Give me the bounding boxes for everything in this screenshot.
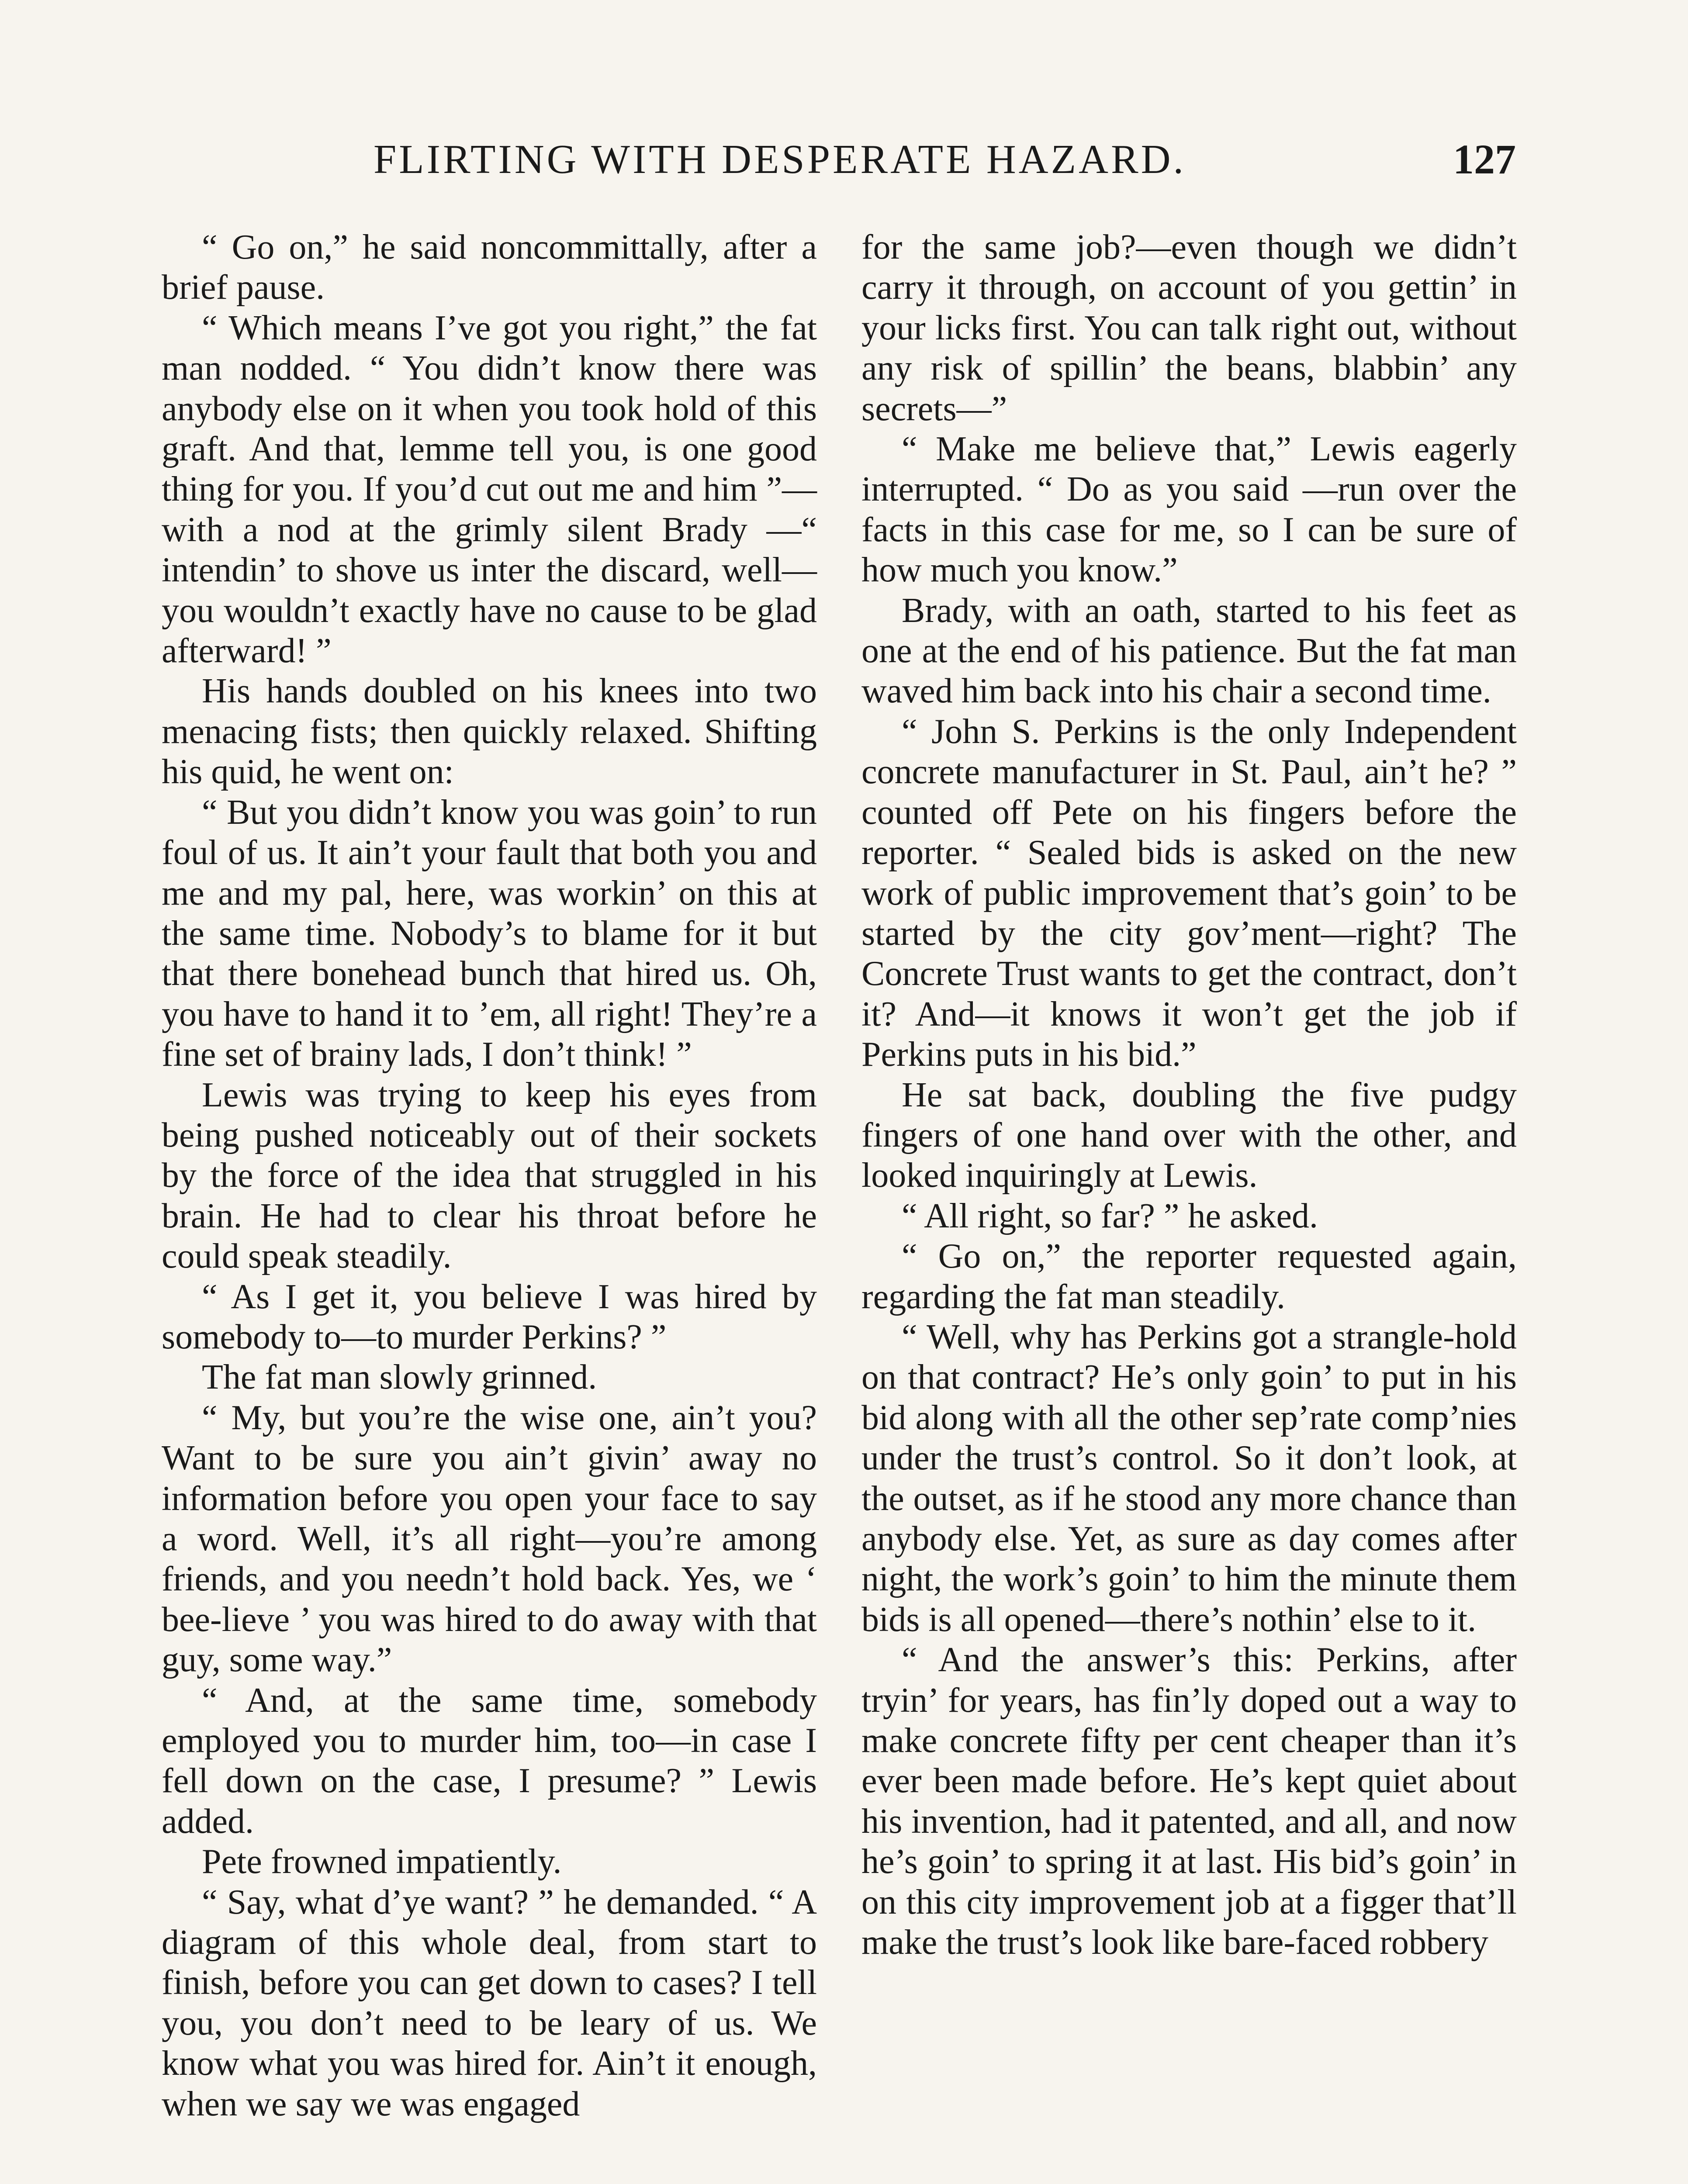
paragraph: “ All right, so far? ” he asked. — [902, 1196, 1318, 1235]
left-column — [162, 227, 817, 2124]
paragraph: “ But you didn’t know you was goin’ to run foul of us. It ain’t your fault that both you and me and my pal, here, was workin’ on this at the same time. Nobody’s to blame for it but that there bonehead bunch that hired us. Oh, you have to hand it to ’em, all right! They’re a fine set of brainy lads, I don’t think! ” — [162, 793, 817, 1074]
page-number: 127 — [1453, 136, 1516, 183]
paragraph: Pete frowned impatiently. — [202, 1842, 562, 1881]
paragraph: “ Go on,” the reporter requested again, regarding the fat man steadily. — [861, 1237, 1517, 1316]
paragraph: “ As I get it, you believe I was hired by somebody to—to murder Perkins? ” — [162, 1277, 817, 1356]
paragraph: “ Which means I’ve got you right,” the fat man nodded. “ You didn’t know there was anybody else on it when you took hold of this graft. And that, lemme tell you, is one good thing for you. If you’d cut out me and him ”—with a nod at the grimly silent Brady —“ intendin’ to shove us inter the discard, well—you wouldn’t exactly have no cause to be glad afterward! ” — [162, 308, 817, 670]
paragraph: “ And the answer’s this: Perkins, after tryin’ for years, has fin’ly doped out a way to make concrete fifty per cent cheaper than it’s ever been made before. He’s kept quiet about his invention, had it patented, and all, and now he’s goin’ to spring it at last. His bid’s goin’ in on this city improvement job at a figger that’ll make the trust’s look like bare-faced robbery — [861, 1641, 1517, 1962]
running-head — [157, 131, 1516, 188]
paragraph: He sat back, doubling the five pudgy fingers of one hand over with the other, and looked inquiringly at Lewis. — [861, 1075, 1517, 1195]
paragraph: The fat man slowly grinned. — [202, 1358, 597, 1397]
paragraph: “ John S. Perkins is the only Independent concrete manufacturer in St. Paul, ain’t he? ” counted off Pete on his fingers before the reporter. “ Sealed bids is asked on the new work of public improvement that’s goin’ to be started by the city gov’ment—right? The Concrete Trust wants to get the contract, don’t it? And—it knows it won’t get the job if Perkins puts in his bid.” — [861, 712, 1517, 1074]
paragraph: for the same job?—even though we didn’t carry it through, on account of you gettin’ in your licks first. You can talk right out, without any risk of spillin’ the beans, blabbin’ any secrets—” — [861, 228, 1517, 428]
paragraph: Brady, with an oath, started to his feet as one at the end of his patience. But the fat man waved him back into his chair a second time. — [861, 591, 1517, 711]
paragraph: “ Make me believe that,” Lewis eagerly interrupted. “ Do as you said —run over the facts in this case for me, so I can be sure of how much you know.” — [861, 430, 1517, 590]
paragraph: Lewis was trying to keep his eyes from being pushed noticeably out of their sockets by the force of the idea that struggled in his brain. He had to clear his throat before he could speak steadily. — [162, 1075, 817, 1276]
paragraph: “ Go on,” he said noncommittally, after a brief pause. — [162, 228, 817, 307]
paragraph: “ Say, what d’ye want? ” he demanded. “ A diagram of this whole deal, from start to finish, before you can get down to cases? I tell you, you don’t need to be leary of us. We know what you was hired for. Ain’t it enough, when we say we was engaged — [162, 1883, 817, 2123]
paragraph: His hands doubled on his knees into two menacing fists; then quickly relaxed. Shifting his quid, he went on: — [162, 672, 817, 791]
right-column — [861, 227, 1517, 1963]
page-title: FLIRTING WITH DESPERATE HAZARD. — [373, 137, 1186, 182]
paragraph: “ Well, why has Perkins got a strangle-hold on that contract? He’s only goin’ to put in his bid along with all the other sep’rate comp’nies under the trust’s control. So it don’t look, at the outset, as if he stood any more chance than anybody else. Yet, as sure as day comes after night, the work’s goin’ to him the minute them bids is all opened—there’s nothin’ else to it. — [861, 1317, 1517, 1639]
paragraph: “ My, but you’re the wise one, ain’t you? Want to be sure you ain’t givin’ away no information before you open your face to say a word. Well, it’s all right—you’re among friends, and you needn’t hold back. Yes, we ‘ bee-lieve ’ you was hired to do away with that guy, some way.” — [162, 1398, 817, 1679]
paragraph: “ And, at the same time, somebody employed you to murder him, too—in case I fell down on the case, I presume? ” Lewis added. — [162, 1681, 817, 1841]
